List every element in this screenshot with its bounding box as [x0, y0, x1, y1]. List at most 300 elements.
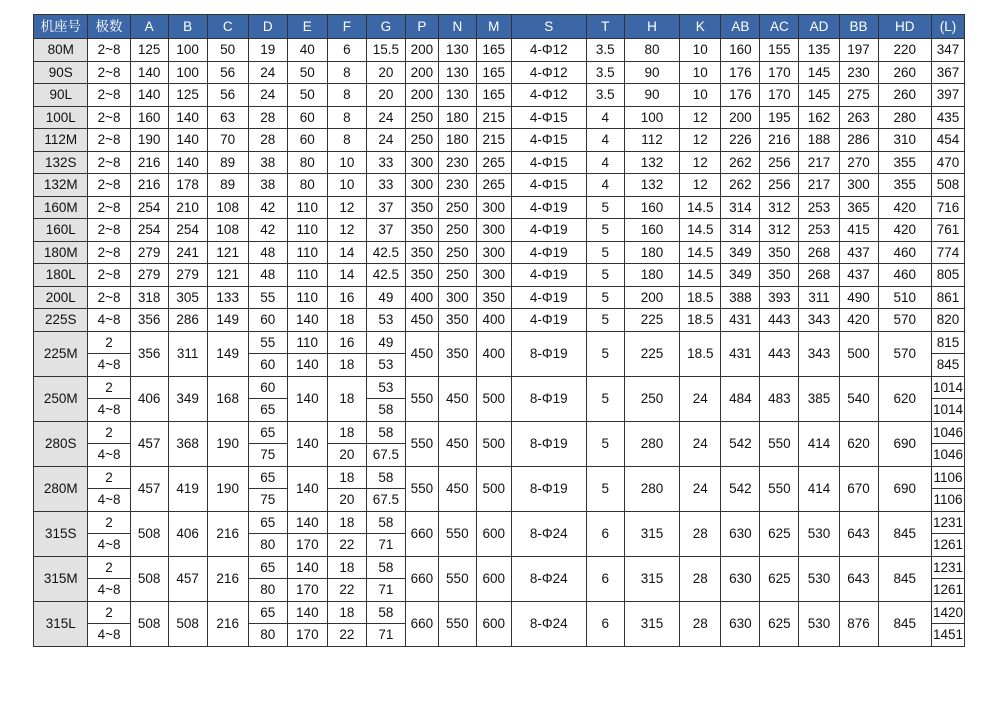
table-cell: 5: [586, 286, 624, 309]
table-cell: 660: [405, 511, 438, 556]
table-cell: 845: [878, 511, 931, 556]
table-cell: 18: [327, 309, 366, 332]
table-cell: 145: [799, 61, 839, 84]
table-cell: 4~8: [88, 354, 130, 377]
table-cell: 300: [839, 174, 878, 197]
table-cell: 42: [248, 196, 287, 219]
table-cell: 279: [168, 264, 207, 287]
table-cell: 12: [680, 151, 721, 174]
table-cell: 197: [839, 39, 878, 62]
table-cell: 14.5: [680, 241, 721, 264]
frame-size-cell: 280M: [34, 466, 88, 511]
frame-size-cell: 90L: [34, 84, 88, 107]
table-cell: 550: [438, 556, 476, 601]
table-cell: 50: [207, 39, 248, 62]
table-cell: 89: [207, 151, 248, 174]
frame-size-cell: 225S: [34, 309, 88, 332]
column-header: 机座号: [34, 15, 88, 39]
table-cell: 625: [760, 556, 799, 601]
table-cell: 262: [721, 151, 760, 174]
table-cell: 140: [287, 466, 327, 511]
table-cell: 805: [931, 264, 964, 287]
column-header: BB: [839, 15, 878, 39]
table-cell: 256: [760, 151, 799, 174]
table-cell: 279: [130, 241, 168, 264]
column-header: F: [327, 15, 366, 39]
table-cell: 286: [168, 309, 207, 332]
table-cell: 10: [680, 84, 721, 107]
table-cell: 53: [366, 354, 405, 377]
table-cell: 454: [931, 129, 964, 152]
table-cell: 2~8: [88, 174, 130, 197]
table-cell: 140: [287, 376, 327, 421]
table-cell: 305: [168, 286, 207, 309]
table-cell: 6: [586, 601, 624, 646]
table-cell: 22: [327, 579, 366, 602]
table-cell: 170: [287, 624, 327, 647]
table-cell: 570: [878, 331, 931, 376]
table-row: [34, 129, 965, 152]
table-cell: 630: [721, 511, 760, 556]
table-cell: 460: [878, 241, 931, 264]
table-cell: 20: [327, 444, 366, 467]
table-row: [34, 309, 965, 332]
table-cell: 4~8: [88, 309, 130, 332]
table-cell: 8-Φ24: [511, 511, 586, 556]
table-cell: 18: [327, 354, 366, 377]
table-cell: 108: [207, 219, 248, 242]
table-cell: 140: [287, 556, 327, 579]
table-cell: 60: [287, 129, 327, 152]
table-cell: 400: [476, 331, 511, 376]
table-cell: 5: [586, 241, 624, 264]
table-cell: 200: [721, 106, 760, 129]
table-cell: 457: [130, 466, 168, 511]
table-cell: 343: [799, 309, 839, 332]
table-cell: 65: [248, 601, 287, 624]
table-cell: 145: [799, 84, 839, 107]
table-cell: 241: [168, 241, 207, 264]
table-cell: 431: [721, 331, 760, 376]
table-cell: 500: [476, 421, 511, 466]
table-row: [34, 286, 965, 309]
table-cell: 508: [130, 601, 168, 646]
table-row: [34, 39, 965, 62]
table-cell: 178: [168, 174, 207, 197]
table-cell: 250: [438, 241, 476, 264]
table-cell: 56: [207, 61, 248, 84]
table-cell: 18.5: [680, 331, 721, 376]
table-cell: 260: [878, 84, 931, 107]
table-cell: 1231: [931, 556, 964, 579]
column-header: C: [207, 15, 248, 39]
table-cell: 600: [476, 556, 511, 601]
table-cell: 121: [207, 264, 248, 287]
table-cell: 1451: [931, 624, 964, 647]
table-cell: 24: [248, 84, 287, 107]
column-header: H: [624, 15, 679, 39]
table-cell: 876: [839, 601, 878, 646]
table-cell: 24: [366, 129, 405, 152]
table-cell: 225: [624, 331, 679, 376]
table-cell: 58: [366, 601, 405, 624]
table-cell: 620: [878, 376, 931, 421]
column-header: AB: [721, 15, 760, 39]
table-cell: 350: [476, 286, 511, 309]
table-cell: 250: [624, 376, 679, 421]
table-cell: 216: [207, 511, 248, 556]
table-cell: 130: [438, 61, 476, 84]
table-cell: 2~8: [88, 151, 130, 174]
table-cell: 250: [438, 219, 476, 242]
table-cell: 254: [130, 196, 168, 219]
table-cell: 815: [931, 331, 964, 354]
table-cell: 630: [721, 556, 760, 601]
table-cell: 670: [839, 466, 878, 511]
table-cell: 18.5: [680, 309, 721, 332]
table-cell: 60: [287, 106, 327, 129]
table-cell: 168: [207, 376, 248, 421]
table-cell: 4-Φ19: [511, 196, 586, 219]
table-cell: 350: [405, 219, 438, 242]
column-header: B: [168, 15, 207, 39]
table-cell: 268: [799, 264, 839, 287]
table-cell: 2~8: [88, 39, 130, 62]
table-cell: 367: [931, 61, 964, 84]
table-cell: 90: [624, 84, 679, 107]
table-cell: 80: [248, 534, 287, 557]
table-cell: 530: [799, 511, 839, 556]
table-cell: 1261: [931, 534, 964, 557]
table-cell: 530: [799, 556, 839, 601]
table-row: [34, 84, 965, 107]
table-cell: 253: [799, 196, 839, 219]
table-cell: 300: [476, 219, 511, 242]
table-cell: 170: [287, 534, 327, 557]
table-cell: 135: [799, 39, 839, 62]
table-cell: 774: [931, 241, 964, 264]
table-cell: 108: [207, 196, 248, 219]
table-cell: 200: [624, 286, 679, 309]
table-cell: 14.5: [680, 264, 721, 287]
table-cell: 14: [327, 241, 366, 264]
table-cell: 861: [931, 286, 964, 309]
column-header: A: [130, 15, 168, 39]
table-cell: 542: [721, 421, 760, 466]
table-cell: 450: [405, 309, 438, 332]
table-cell: 508: [130, 511, 168, 556]
table-cell: 216: [130, 151, 168, 174]
table-cell: 393: [760, 286, 799, 309]
table-cell: 414: [799, 466, 839, 511]
table-cell: 80: [287, 174, 327, 197]
table-cell: 311: [168, 331, 207, 376]
table-row: [34, 466, 965, 489]
table-cell: 550: [760, 421, 799, 466]
table-cell: 110: [287, 264, 327, 287]
table-cell: 160: [624, 196, 679, 219]
table-cell: 49: [366, 286, 405, 309]
table-cell: 8-Φ19: [511, 466, 586, 511]
table-cell: 300: [438, 286, 476, 309]
table-cell: 230: [438, 151, 476, 174]
frame-size-cell: 160L: [34, 219, 88, 242]
table-cell: 457: [168, 556, 207, 601]
table-cell: 60: [248, 354, 287, 377]
table-cell: 250: [438, 196, 476, 219]
table-cell: 140: [287, 421, 327, 466]
table-cell: 2~8: [88, 61, 130, 84]
table-cell: 28: [248, 129, 287, 152]
table-cell: 3.5: [586, 39, 624, 62]
frame-size-cell: 100L: [34, 106, 88, 129]
table-cell: 165: [476, 39, 511, 62]
table-cell: 50: [287, 61, 327, 84]
table-cell: 42: [248, 219, 287, 242]
table-cell: 215: [476, 129, 511, 152]
table-cell: 132: [624, 151, 679, 174]
table-cell: 58: [366, 556, 405, 579]
table-cell: 343: [799, 331, 839, 376]
table-cell: 8: [327, 106, 366, 129]
table-cell: 415: [839, 219, 878, 242]
table-cell: 250: [405, 106, 438, 129]
table-cell: 4-Φ12: [511, 61, 586, 84]
table-cell: 315: [624, 601, 679, 646]
table-cell: 400: [476, 309, 511, 332]
frame-size-cell: 200L: [34, 286, 88, 309]
frame-size-cell: 112M: [34, 129, 88, 152]
table-cell: 18: [327, 421, 366, 444]
table-cell: 180: [624, 241, 679, 264]
table-cell: 625: [760, 601, 799, 646]
table-cell: 5: [586, 196, 624, 219]
table-cell: 100: [168, 39, 207, 62]
table-cell: 300: [476, 196, 511, 219]
table-cell: 55: [248, 331, 287, 354]
table-cell: 437: [839, 241, 878, 264]
dimension-table: [33, 14, 965, 647]
table-cell: 18: [327, 376, 366, 421]
table-cell: 286: [839, 129, 878, 152]
table-cell: 312: [760, 196, 799, 219]
table-cell: 28: [680, 511, 721, 556]
table-cell: 2~8: [88, 241, 130, 264]
table-cell: 58: [366, 399, 405, 422]
table-cell: 5: [586, 219, 624, 242]
table-cell: 570: [878, 309, 931, 332]
frame-size-cell: 180L: [34, 264, 88, 287]
table-cell: 140: [168, 151, 207, 174]
table-cell: 140: [287, 309, 327, 332]
table-cell: 4~8: [88, 624, 130, 647]
table-cell: 350: [405, 264, 438, 287]
table-cell: 431: [721, 309, 760, 332]
table-cell: 140: [168, 129, 207, 152]
table-cell: 65: [248, 556, 287, 579]
table-cell: 253: [799, 219, 839, 242]
table-cell: 12: [327, 219, 366, 242]
table-cell: 20: [366, 84, 405, 107]
table-cell: 14: [327, 264, 366, 287]
table-cell: 140: [168, 106, 207, 129]
table-cell: 1231: [931, 511, 964, 534]
table-cell: 24: [680, 376, 721, 421]
table-cell: 215: [476, 106, 511, 129]
table-cell: 350: [760, 264, 799, 287]
table-cell: 365: [839, 196, 878, 219]
table-cell: 12: [680, 174, 721, 197]
table-cell: 4: [586, 174, 624, 197]
table-cell: 690: [878, 421, 931, 466]
table-cell: 279: [130, 264, 168, 287]
table-cell: 110: [287, 331, 327, 354]
table-cell: 4-Φ15: [511, 106, 586, 129]
table-cell: 4-Φ15: [511, 151, 586, 174]
table-cell: 8: [327, 84, 366, 107]
table-cell: 419: [168, 466, 207, 511]
table-cell: 510: [878, 286, 931, 309]
column-header: N: [438, 15, 476, 39]
table-cell: 5: [586, 466, 624, 511]
table-cell: 550: [405, 466, 438, 511]
table-cell: 37: [366, 219, 405, 242]
table-cell: 4~8: [88, 534, 130, 557]
table-cell: 500: [476, 376, 511, 421]
table-cell: 2~8: [88, 84, 130, 107]
table-cell: 42.5: [366, 264, 405, 287]
frame-size-cell: 315L: [34, 601, 88, 646]
table-cell: 1014: [931, 399, 964, 422]
table-cell: 4: [586, 151, 624, 174]
table-cell: 263: [839, 106, 878, 129]
table-cell: 165: [476, 61, 511, 84]
table-cell: 4-Φ19: [511, 309, 586, 332]
table-cell: 5: [586, 376, 624, 421]
table-cell: 280: [878, 106, 931, 129]
table-cell: 314: [721, 196, 760, 219]
table-cell: 200: [405, 61, 438, 84]
table-cell: 845: [878, 601, 931, 646]
table-cell: 310: [878, 129, 931, 152]
table-cell: 450: [405, 331, 438, 376]
table-cell: 4-Φ15: [511, 129, 586, 152]
table-row: [34, 511, 965, 534]
table-cell: 110: [287, 286, 327, 309]
table-cell: 22: [327, 624, 366, 647]
table-row: [34, 376, 965, 399]
table-cell: 49: [366, 331, 405, 354]
table-cell: 311: [799, 286, 839, 309]
table-cell: 53: [366, 309, 405, 332]
table-cell: 63: [207, 106, 248, 129]
table-cell: 347: [931, 39, 964, 62]
column-header: HD: [878, 15, 931, 39]
table-cell: 100: [168, 61, 207, 84]
table-cell: 14.5: [680, 219, 721, 242]
table-cell: 8-Φ19: [511, 376, 586, 421]
table-cell: 8: [327, 61, 366, 84]
table-cell: 490: [839, 286, 878, 309]
table-cell: 18: [327, 511, 366, 534]
table-cell: 2: [88, 466, 130, 489]
table-cell: 42.5: [366, 241, 405, 264]
table-cell: 48: [248, 264, 287, 287]
table-row: [34, 61, 965, 84]
table-cell: 400: [405, 286, 438, 309]
table-cell: 160: [624, 219, 679, 242]
table-cell: 121: [207, 241, 248, 264]
table-cell: 14.5: [680, 196, 721, 219]
table-cell: 2~8: [88, 106, 130, 129]
table-cell: 75: [248, 489, 287, 512]
table-cell: 217: [799, 174, 839, 197]
table-cell: 4~8: [88, 444, 130, 467]
table-cell: 55: [248, 286, 287, 309]
table-cell: 1046: [931, 444, 964, 467]
table-cell: 260: [878, 61, 931, 84]
table-row: [34, 264, 965, 287]
table-cell: 5: [586, 309, 624, 332]
table-cell: 550: [405, 421, 438, 466]
column-header: D: [248, 15, 287, 39]
table-cell: 12: [680, 129, 721, 152]
table-cell: 160: [130, 106, 168, 129]
table-cell: 349: [168, 376, 207, 421]
column-header: (L): [931, 15, 964, 39]
table-cell: 67.5: [366, 444, 405, 467]
table-cell: 450: [438, 376, 476, 421]
table-cell: 60: [248, 309, 287, 332]
header-row: [34, 15, 965, 39]
table-cell: 2: [88, 601, 130, 624]
table-cell: 24: [366, 106, 405, 129]
table-cell: 149: [207, 309, 248, 332]
table-row: [34, 331, 965, 354]
frame-size-cell: 315M: [34, 556, 88, 601]
table-cell: 24: [680, 421, 721, 466]
table-cell: 540: [839, 376, 878, 421]
table-cell: 1420: [931, 601, 964, 624]
table-cell: 550: [405, 376, 438, 421]
table-cell: 6: [586, 556, 624, 601]
column-header: K: [680, 15, 721, 39]
table-cell: 216: [207, 601, 248, 646]
table-cell: 80: [287, 151, 327, 174]
table-cell: 112: [624, 129, 679, 152]
table-cell: 210: [168, 196, 207, 219]
table-cell: 65: [248, 399, 287, 422]
table-cell: 356: [130, 309, 168, 332]
table-cell: 4: [586, 106, 624, 129]
table-cell: 16: [327, 286, 366, 309]
frame-size-cell: 315S: [34, 511, 88, 556]
table-cell: 443: [760, 309, 799, 332]
table-cell: 8-Φ24: [511, 556, 586, 601]
table-cell: 3.5: [586, 61, 624, 84]
column-header: 极数: [88, 15, 130, 39]
frame-size-cell: 160M: [34, 196, 88, 219]
column-header: T: [586, 15, 624, 39]
table-cell: 630: [721, 601, 760, 646]
table-cell: 443: [760, 331, 799, 376]
table-cell: 761: [931, 219, 964, 242]
table-cell: 2: [88, 376, 130, 399]
table-cell: 160: [721, 39, 760, 62]
table-cell: 550: [760, 466, 799, 511]
table-cell: 414: [799, 421, 839, 466]
table-cell: 2~8: [88, 264, 130, 287]
